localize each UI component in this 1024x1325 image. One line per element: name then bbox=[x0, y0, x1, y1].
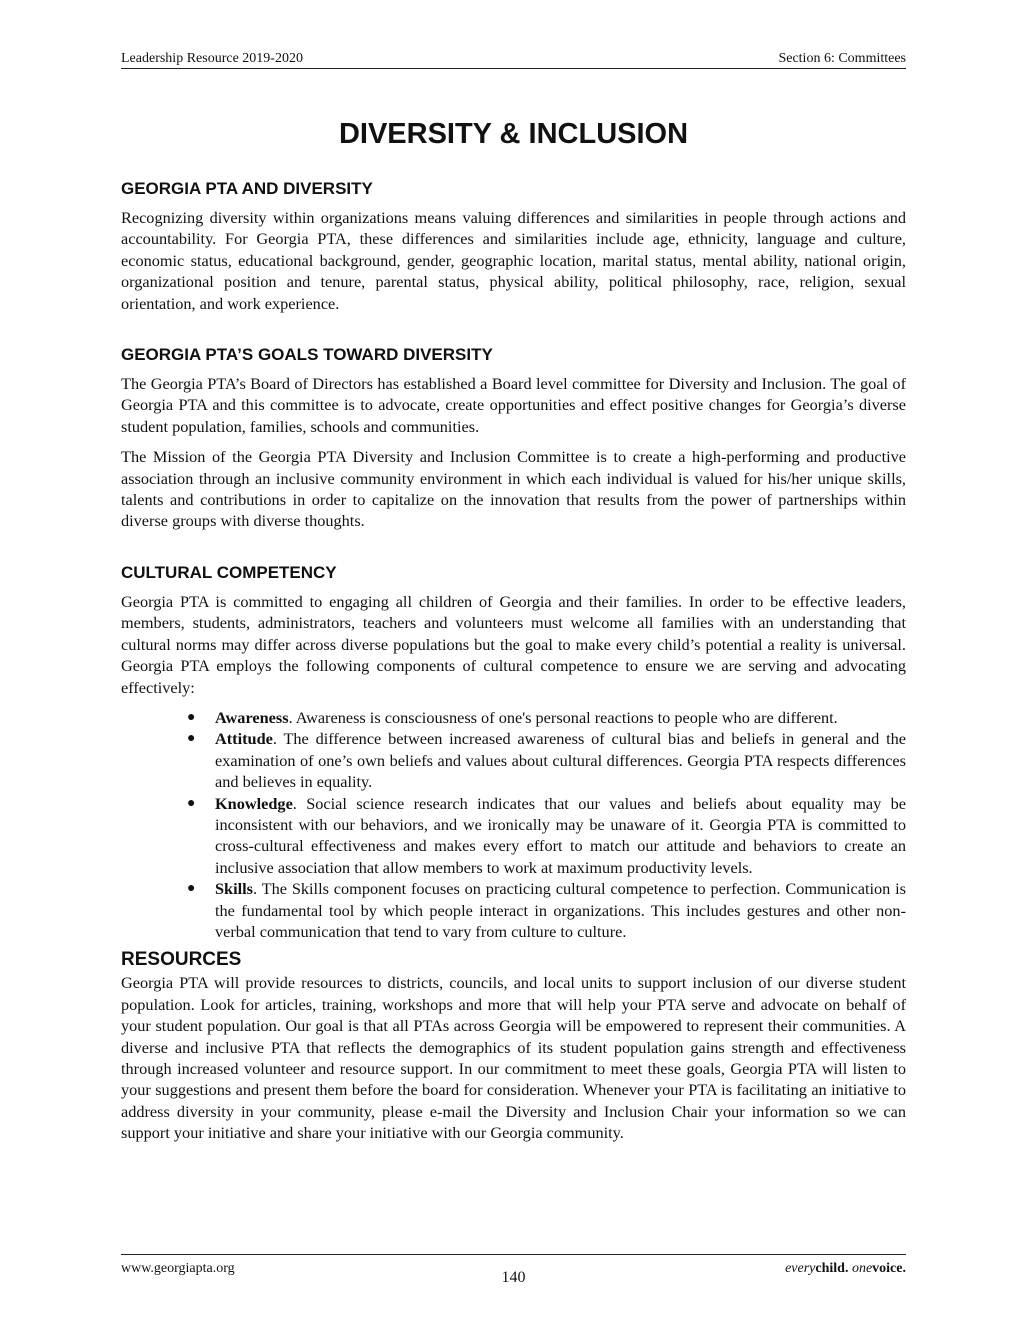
term: Knowledge bbox=[215, 793, 293, 813]
footer-website: www.georgiapta.org bbox=[121, 1261, 235, 1276]
section-heading: CULTURAL COMPETENCY bbox=[121, 562, 337, 582]
paragraph: Georgia PTA will provide resources to districts, councils, and local units to support inclusion of our diverse student population. Look for articles, training, workshops and more that will help your PTA serve and advocate on behalf of your student population. Our goal is that all PTAs across Georgia will be empowered to represent their communities. A diverse and inclusive PTA that reflects the demographics of its student population gains strength and effectiveness through increased volunteer and resource support. In our commitment to meet these goals, Georgia PTA will listen to your suggestions and present them before the board for consideration. Whenever your PTA is facilitating an initiative to address diversity in your community, please e-mail the Diversity and Inclusion Chair your information so we can support your initiative and share your initiative with our Georgia community. bbox=[121, 973, 906, 1143]
definition: . Social science research indicates that our values and beliefs about equality may be inconsistent with our behaviors, and we ironically may be unaware of it. Georgia PTA is committed to cross-cultural effectiveness and makes every effort to match our attitude and behaviors to create an inclusive association that allow members to work at maximum productivity levels. bbox=[215, 793, 906, 877]
footer-tagline bbox=[785, 1261, 906, 1277]
bullet-icon: ● bbox=[187, 881, 196, 897]
tagline-every: every bbox=[785, 1261, 816, 1276]
list-item bbox=[187, 878, 906, 942]
section-diversity bbox=[121, 178, 906, 314]
section-heading: GEORGIA PTA AND DIVERSITY bbox=[121, 179, 373, 198]
running-footer bbox=[121, 1254, 906, 1295]
page-title: DIVERSITY & INCLUSION bbox=[338, 118, 689, 150]
paragraph: Georgia PTA is committed to engaging all children of Georgia and their families. In order to be effective leaders, members, students, administrators, teachers and volunteers must welcome all families with an understanding that cultural norms may differ across diverse populations but the goal to make every child’s potential a reality is universal. Georgia PTA employs the following components of cultural competence to ensure we are serving and advocating effectively: bbox=[121, 591, 906, 697]
paragraph: The Georgia PTA’s Board of Directors has established a Board level committee for Diversity and Inclusion. The goal of Georgia PTA and this committee is to advocate, create opportunities and effect positive changes for Georgia’s diverse student population, families, schools and communities. bbox=[121, 374, 906, 436]
tagline-voice: voice. bbox=[872, 1261, 906, 1276]
list-item bbox=[187, 728, 906, 792]
bullet-icon: ● bbox=[187, 795, 196, 811]
section-goals bbox=[121, 344, 906, 532]
section-heading: GEORGIA PTA’S GOALS TOWARD DIVERSITY bbox=[121, 345, 493, 365]
definition: . Awareness is consciousness of one's personal reactions to people who are different. bbox=[288, 707, 838, 727]
definition: . The difference between increased awareness of cultural bias and beliefs in general and the examination of one’s own beliefs and values about cultural differences. Georgia PTA respects differences and believes in equality. bbox=[215, 729, 906, 792]
section-cultural-competency bbox=[121, 562, 906, 943]
paragraph: Recognizing diversity within organizations means valuing differences and similarities in people through actions and accountability. For Georgia PTA, these differences and similarities include age, ethnicity, language and culture, economic status, educational background, gender, geographic location, marital status, mental ability, national origin, organizational position and tenure, parental status, physical ability, political philosophy, race, religion, sexual orientation, and work experience. bbox=[121, 208, 906, 313]
list-item bbox=[187, 793, 906, 879]
term: Awareness bbox=[215, 707, 289, 727]
paragraph: The Mission of the Georgia PTA Diversity and Inclusion Committee is to create a high-performing and productive association through an inclusive community environment in which each individual is valued for his/her unique skills, talents and contributions in order to capitalize on the innovation that results from the power of partnerships within diverse groups with diverse thoughts. bbox=[121, 447, 906, 531]
page-number: 140 bbox=[501, 1269, 526, 1286]
bullet-icon: ● bbox=[187, 709, 196, 725]
term: Attitude bbox=[215, 729, 273, 749]
list-item bbox=[187, 707, 906, 728]
tagline-one: one bbox=[851, 1261, 873, 1276]
page-content bbox=[121, 178, 906, 1144]
bullet-icon: ● bbox=[187, 731, 196, 747]
section-resources bbox=[121, 948, 906, 1143]
term: Skills bbox=[215, 879, 254, 899]
section-heading: RESOURCES bbox=[121, 949, 242, 971]
header-publication: Leadership Resource 2019-2020 bbox=[121, 51, 303, 66]
definition: . The Skills component focuses on practicing cultural competence to perfection. Communication is the fundamental tool by which people interact in organizations. This includes gestures and other non-verbal communication that tend to vary from culture to culture. bbox=[215, 879, 906, 941]
running-header bbox=[121, 50, 906, 69]
tagline-child: child. bbox=[815, 1261, 849, 1276]
header-section: Section 6: Committees bbox=[778, 51, 906, 66]
competency-list bbox=[121, 707, 906, 942]
